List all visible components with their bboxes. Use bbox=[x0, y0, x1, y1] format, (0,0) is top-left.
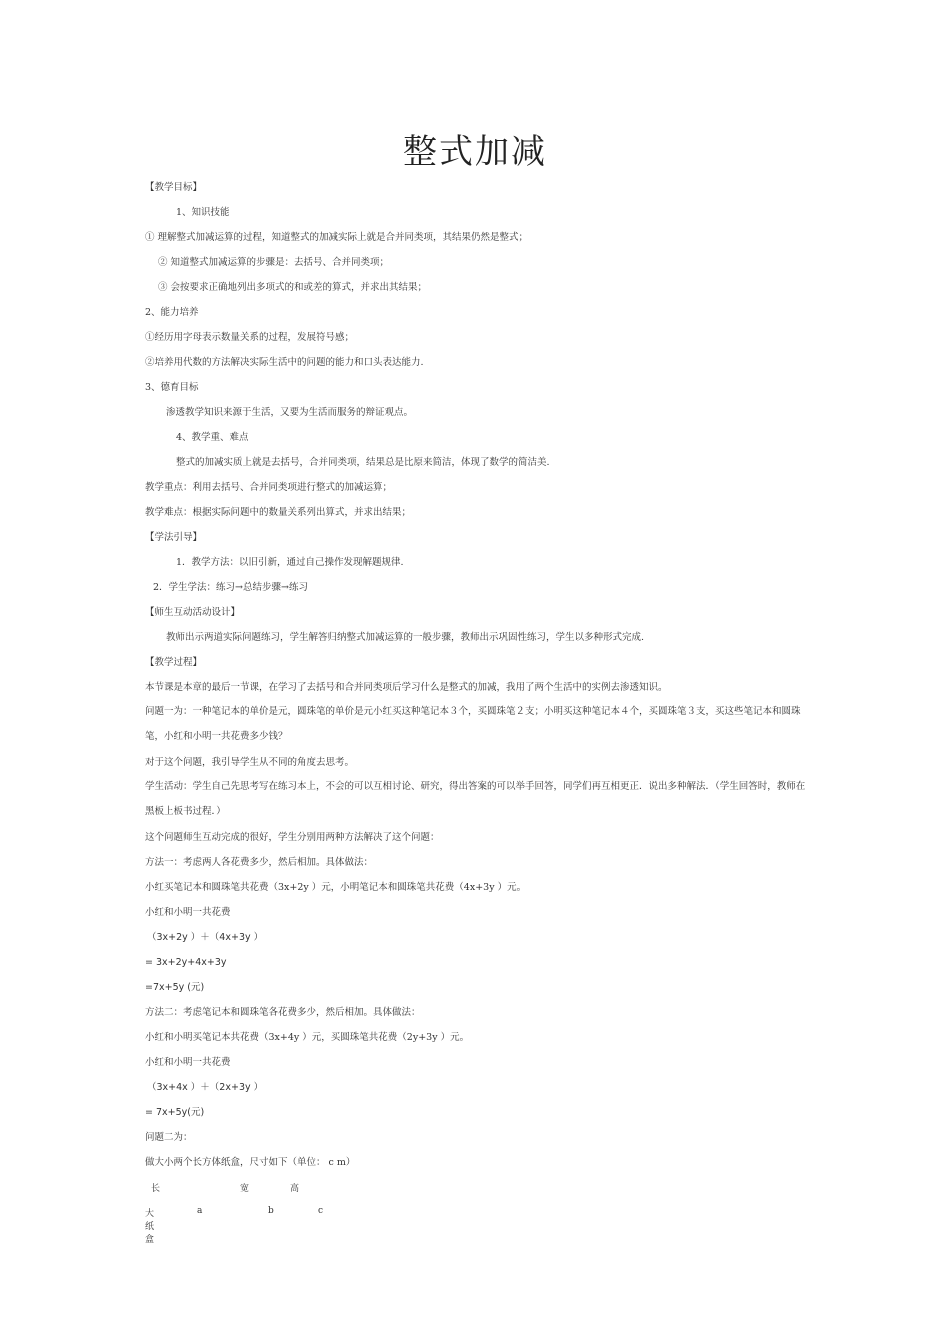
paragraph: ①经历用字母表示数量关系的过程，发展符号感； bbox=[145, 332, 355, 343]
paragraph: 2．学生学法：练习→总结步骤→练习 bbox=[153, 582, 308, 593]
paragraph: 本节课是本章的最后一节课，在学习了去括号和合并同类项后学习什么是整式的加减，我用了两个生活中的实例去渗透知识。 bbox=[145, 682, 668, 693]
table-header-width: 宽 bbox=[240, 1184, 250, 1194]
section-heading-goals: 【教学目标】 bbox=[145, 182, 203, 193]
table-header-length: 长 bbox=[151, 1184, 161, 1194]
table-cell: b bbox=[268, 1206, 274, 1216]
paragraph: 整式的加减实质上就是去括号，合并同类项，结果总是比原来简洁，体现了数学的简洁美. bbox=[176, 457, 550, 468]
paragraph: ② 知道整式加减运算的步骤是：去括号、合并同类项； bbox=[158, 257, 390, 268]
paragraph: ① 理解整式加减运算的过程，知道整式的加减实际上就是合并同类项，其结果仍然是整式； bbox=[145, 232, 529, 243]
table-cell: c bbox=[318, 1206, 324, 1216]
subheading-key-points: 4、教学重、难点 bbox=[176, 432, 249, 443]
section-heading-process: 【教学过程】 bbox=[145, 657, 203, 668]
equation: （3x+4x ）＋（2x+3y ） bbox=[147, 1082, 264, 1093]
paragraph-method-two: 方法二：考虑笔记本和圆珠笔各花费多少，然后相加。具体做法： bbox=[145, 1007, 421, 1018]
paragraph: 做大小两个长方体纸盒，尺寸如下（单位： c m） bbox=[145, 1157, 356, 1168]
paragraph-student-activity: 学生活动：学生自己先思考写在练习本上，不会的可以互相讨论、研究，得出答案的可以举手回答，同学们再互相更正．说出多种解法．（学生回答时，教师在黑板上板书过程．） bbox=[145, 781, 806, 817]
subheading-knowledge: 1、知识技能 bbox=[176, 207, 230, 218]
paragraph: 小红和小明一共花费 bbox=[145, 907, 231, 918]
table-row-label: 大纸盒 bbox=[145, 1209, 155, 1245]
section-heading-interaction: 【师生互动活动设计】 bbox=[145, 607, 241, 618]
equation: =7x+5y (元) bbox=[145, 982, 205, 993]
table-header-height: 高 bbox=[290, 1184, 300, 1194]
paragraph: 教学难点：根据实际问题中的数量关系列出算式，并求出结果； bbox=[145, 507, 412, 518]
equation: = 7x+5y(元) bbox=[145, 1107, 205, 1118]
paragraph: 小红和小明买笔记本共花费（3x+4y ）元，买圆珠笔共花费（2y+3y ）元。 bbox=[145, 1032, 470, 1043]
section-heading-method: 【学法引导】 bbox=[145, 532, 203, 543]
paragraph: 小红买笔记本和圆珠笔共花费（3x+2y ）元，小明笔记本和圆珠笔共花费（4x+3y ）元。 bbox=[145, 882, 527, 893]
paragraph-problem-two: 问题二为： bbox=[145, 1132, 193, 1143]
paragraph: 1．教学方法：以旧引新，通过自己操作发现解题规律. bbox=[176, 557, 404, 568]
paragraph: 这个问题师生互动完成的很好，学生分别用两种方法解决了这个问题： bbox=[145, 832, 440, 843]
paragraph: ③ 会按要求正确地列出多项式的和或差的算式，并求出其结果； bbox=[158, 282, 428, 293]
paragraph: ②培养用代数的方法解决实际生活中的问题的能力和口头表达能力. bbox=[145, 357, 424, 368]
equation: = 3x+2y+4x+3y bbox=[145, 957, 227, 968]
paragraph: 小红和小明一共花费 bbox=[145, 1057, 231, 1068]
paragraph-problem-one: 问题一为：一种笔记本的单价是元，圆珠笔的单价是元小红买这种笔记本３个，买圆珠笔２支；小明买这种笔记本４个，买圆珠笔３支，买这些笔记本和圆珠笔，小红和小明一共花费多少钱？ bbox=[145, 706, 801, 742]
equation: （3x+2y ）＋（4x+3y ） bbox=[147, 932, 264, 943]
paragraph: 对于这个问题，我引导学生从不同的角度去思考。 bbox=[145, 757, 355, 768]
table-cell: a bbox=[197, 1206, 203, 1216]
paragraph: 教学重点：利用去括号、合并同类项进行整式的加减运算； bbox=[145, 482, 393, 493]
subheading-moral: 3、德育目标 bbox=[145, 382, 199, 393]
paragraph-method-one: 方法一：考虑两人各花费多少，然后相加。具体做法： bbox=[145, 857, 374, 868]
paragraph: 渗透教学知识来源于生活，又要为生活而服务的辩证观点。 bbox=[166, 407, 414, 418]
document-title: 整式加减 bbox=[403, 132, 547, 172]
subheading-ability: 2、能力培养 bbox=[145, 307, 199, 318]
paragraph: 教师出示两道实际问题练习，学生解答归纳整式加减运算的一般步骤，教师出示巩固性练习，学生以多种形式完成. bbox=[166, 632, 645, 643]
